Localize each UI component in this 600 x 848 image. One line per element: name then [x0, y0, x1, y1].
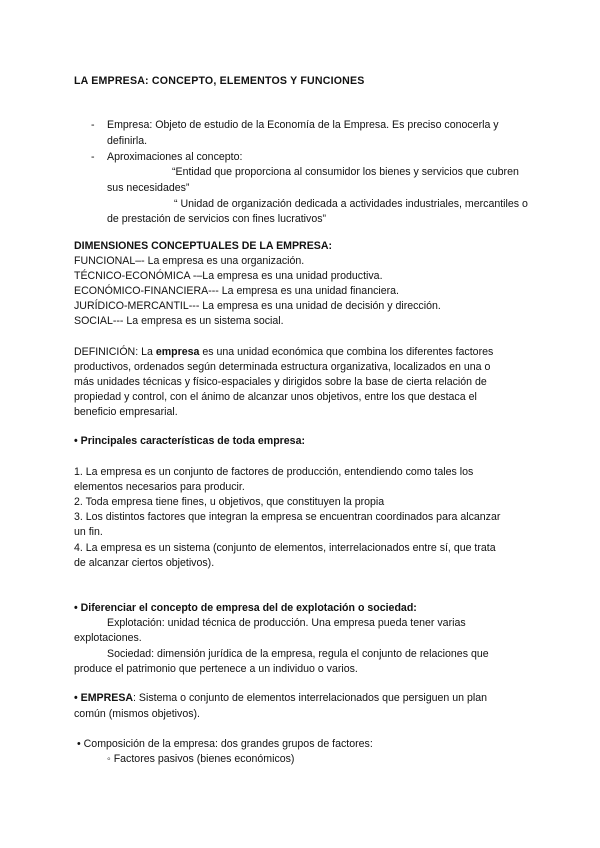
empresa-definition-line-2: común (mismos objetivos). [74, 708, 200, 720]
composition-line: • Composición de la empresa: dos grandes grupos de factores: [77, 738, 373, 750]
intro-bullet-2: Aproximaciones al concepto: [107, 151, 243, 163]
dimension-item: TÉCNICO-ECONÓMICA -–La empresa es una unidad productiva. [74, 270, 383, 282]
quote-1-line-1: “Entidad que proporciona al consumidor los bienes y servicios que cubren [172, 166, 519, 178]
empresa-definition-line-1 [74, 690, 487, 706]
quote-2-line-1: “ Unidad de organización dedicada a actividades industriales, mercantiles o [174, 198, 528, 210]
definition-line-1 [74, 344, 493, 360]
sociedad-line-2: produce el patrimonio que pertenece a un individuo o varios. [74, 663, 358, 675]
quote-1-line-2: sus necesidades” [107, 182, 190, 194]
characteristic-1-line-2: elementos necesarios para producir. [74, 481, 245, 493]
dimension-item: SOCIAL--- La empresa es un sistema social. [74, 315, 284, 327]
differentiate-heading: • Diferenciar el concepto de empresa del de explotación o sociedad: [74, 602, 417, 614]
characteristic-4-line-1: 4. La empresa es un sistema (conjunto de elementos, interrelacionados entre sí, que trata [74, 542, 496, 554]
empresa-definition-rest: : Sistema o conjunto de elementos interrelacionados que persiguen un plan [133, 692, 487, 704]
characteristic-1-line-1: 1. La empresa es un conjunto de factores de producción, entendiendo como tales los [74, 466, 474, 478]
dimension-item: JURÍDICO-MERCANTIL--- La empresa es una unidad de decisión y dirección. [74, 300, 441, 312]
definition-line-5: beneficio empresarial. [74, 406, 178, 418]
characteristic-2: 2. Toda empresa tiene fines, u objetivos, que constituyen la propia [74, 496, 385, 508]
definition-line-4: propiedad y control, con el ánimo de alcanzar unos objetivos, entre los que destaca el [74, 391, 477, 403]
quote-2-line-2: de prestación de servicios con fines lucrativos” [107, 213, 327, 225]
intro-bullet-1-line-1: Empresa: Objeto de estudio de la Economía de la Empresa. Es preciso conocerla y [107, 119, 499, 131]
definition-line-2: productivos, ordenados según determinada estructura organizativa, localizados en una o [74, 361, 491, 373]
dimension-item: ECONÓMICO-FINANCIERA--- La empresa es una unidad financiera. [74, 285, 399, 297]
sociedad-line-1: Sociedad: dimensión jurídica de la empresa, regula el conjunto de relaciones que [107, 648, 489, 660]
intro-bullet-1-line-2: definirla. [107, 135, 148, 147]
dash-bullet: - [91, 151, 95, 163]
dash-bullet: - [91, 119, 95, 131]
characteristic-3-line-2: un fin. [74, 526, 103, 538]
dimension-item: FUNCIONAL–- La empresa es una organización. [74, 255, 305, 267]
composition-sub-item: ◦ Factores pasivos (bienes económicos) [107, 753, 295, 765]
empresa-bold-term: • EMPRESA [74, 692, 134, 704]
dimensions-heading: DIMENSIONES CONCEPTUALES DE LA EMPRESA: [74, 240, 332, 252]
page-title: LA EMPRESA: CONCEPTO, ELEMENTOS Y FUNCIONES [74, 75, 365, 87]
definition-bold-term: empresa [155, 346, 200, 358]
definition-rest: es una unidad económica que combina los diferentes factores [199, 346, 494, 358]
explotacion-line-1: Explotación: unidad técnica de producción. Una empresa pueda tener varias [107, 617, 466, 629]
explotacion-line-2: explotaciones. [74, 632, 142, 644]
characteristics-heading: • Principales características de toda empresa: [74, 435, 305, 447]
characteristic-4-line-2: de alcanzar ciertos objetivos). [74, 557, 215, 569]
characteristic-3-line-1: 3. Los distintos factores que integran la empresa se encuentran coordinados para alcanzar [74, 511, 501, 523]
definition-prefix: DEFINICIÓN: La [74, 346, 156, 358]
definition-line-3: más unidades técnicas y físico-espaciales y dirigidos sobre la base de cierta relación de [74, 376, 487, 388]
